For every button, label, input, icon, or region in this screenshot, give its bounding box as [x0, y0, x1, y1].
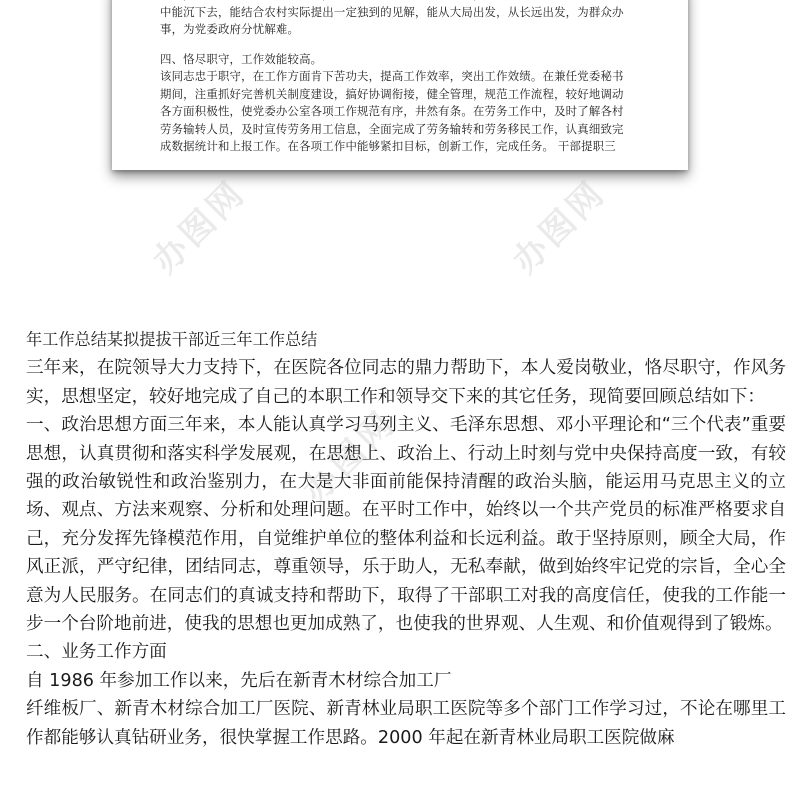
watermark: 办图网 — [145, 172, 254, 282]
preview-line: 期间，注重抓好完善机关制度建设，搞好协调衔接，健全管理，规范工作流程，较好地调动 — [160, 86, 624, 101]
preview-spacer — [160, 39, 646, 51]
preview-line: 事，为党委政府分忧解难。 — [160, 22, 300, 36]
preview-heading: 四、恪尽职守，工作效能较高。 — [160, 51, 323, 66]
preview-line: 成数据统计和上报工作。在各项工作中能够紧扣目标，创新工作，完成任务。 干部提职三 — [160, 139, 616, 153]
preview-line: 中能沉下去，能结合农村实际提出一定独到的见解，能从大局出发，从长远出发，为群众办 — [160, 4, 624, 19]
section-business-line: 自 1986 年参加工作以来，先后在新青木材综合加工厂 — [26, 670, 452, 691]
document-preview-card — [112, 0, 688, 170]
watermark: 办图网 — [505, 172, 614, 282]
preview-line: 各方面积极性，使党委办公室各项工作规范有序，井然有条。在劳务工作中，及时了解各村 — [160, 104, 624, 118]
document-preview-text — [160, 0, 646, 156]
section-political-paragraph: 一、政治思想方面三年来，本人能认真学习马列主义、毛泽东思想、邓小平理论和“三个代表”重要思想，认真贯彻和落实科学发展观，在思想上、政治上、行动上时刻与党中央保持高度一致，有较强的政治敏锐性和政治鉴别力，在大是大非面前能保持清醒的政治头脑，能运用马克思主义的立场、观点、方法来观察、分析和处理问题。在平时工作中，始终以一个共产党员的标准严格要求自己，充分发挥先锋模范作用，自觉维护单位的整体利益和长远利益。敢于坚持原则，顾全大局，作风正派，严守纪律，团结同志，尊重领导，乐于助人，无私奉献，做到始终牢记党的宗旨，全心全意为人民服务。在同志们的真诚支持和帮助下，取得了干部职工对我的高度信任，使我的工作能一步一个台阶地前进，使我的思想也更加成熟了，也使我的世界观、人生观、和价值观得到了锻炼。 — [26, 415, 786, 635]
preview-line — [160, 0, 646, 4]
preview-line: 劳务输转人员，及时宣传劳务用工信息，全面完成了劳务输转和劳务移民工作，认真细致完 — [160, 121, 624, 136]
section-business-heading: 二、业务工作方面 — [26, 642, 167, 663]
watermark: 办图网 — [295, 402, 404, 512]
document-body — [26, 326, 786, 752]
document-title: 年工作总结某拟提拔干部近三年工作总结 — [26, 330, 318, 349]
section-business-paragraph: 纤维板厂、新青木材综合加工厂医院、新青林业局职工医院等多个部门工作学习过，不论在哪里工作都能够认真钻研业务，很快掌握工作思路。2000 年起在新青林业局职工医院做麻 — [26, 699, 786, 748]
intro-paragraph: 三年来，在院领导大力支持下，在医院各位同志的鼎力帮助下，本人爱岗敬业，恪尽职守，作风务实，思想坚定，较好地完成了自己的本职工作和领导交下来的其它任务，现简要回顾总结如下： — [26, 358, 786, 407]
preview-line: 该同志忠于职守，在工作方面肯下苦功夫，提高工作效率，突出工作效绩。在兼任党委秘书 — [160, 69, 624, 83]
